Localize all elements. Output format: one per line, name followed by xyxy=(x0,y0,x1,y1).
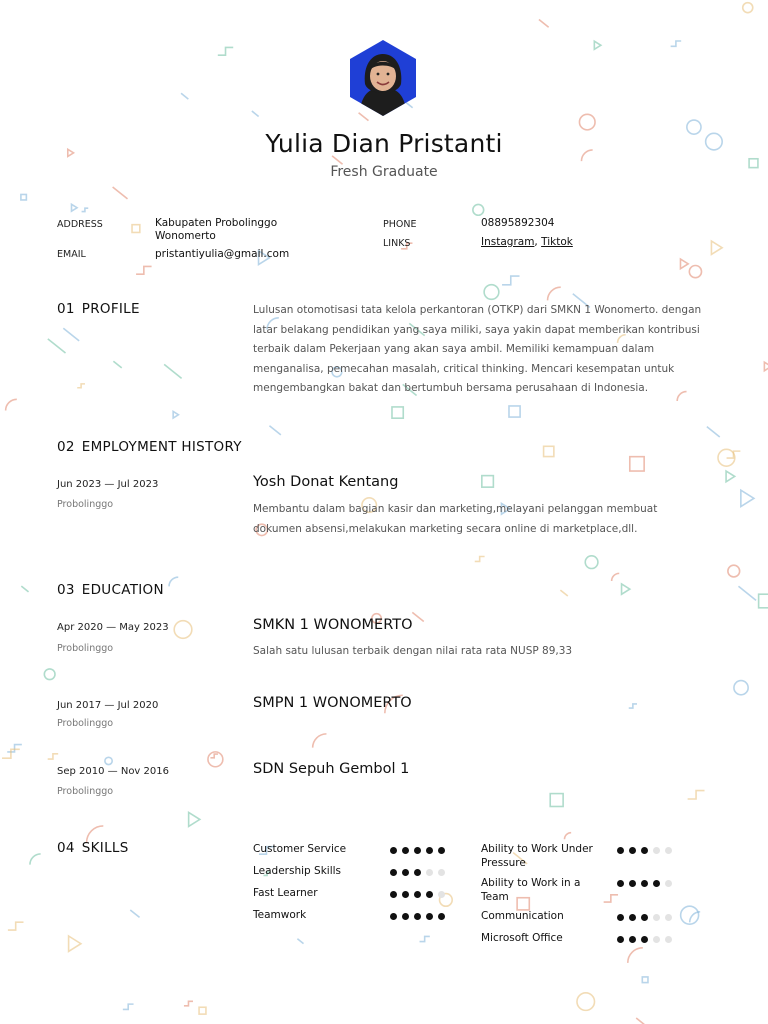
rating-dot-filled xyxy=(617,914,624,921)
address-line-1: Kabupaten Probolinggo xyxy=(155,217,278,229)
rating-dot-filled xyxy=(617,880,624,887)
rating-dot-filled xyxy=(629,880,636,887)
employment-dates: Jun 2023 — Jul 2023 xyxy=(57,479,159,490)
rating-dot-filled xyxy=(390,913,397,920)
rating-dot-filled xyxy=(426,847,433,854)
links-label: LINKS xyxy=(383,238,411,249)
employment-heading xyxy=(57,439,242,455)
email-label: EMAIL xyxy=(57,249,86,260)
person-name: Yulia Dian Pristanti xyxy=(265,129,503,158)
rating-dot-empty xyxy=(426,869,433,876)
education-number: 03 xyxy=(57,582,75,598)
tiktok-link[interactable]: Tiktok xyxy=(541,236,573,248)
employment-company: Yosh Donat Kentang xyxy=(253,474,399,490)
profile-heading xyxy=(57,301,140,317)
address-line-2: Wonomerto xyxy=(155,230,216,242)
skill-name: Ability to Work in a Team xyxy=(481,877,581,903)
rating-dot-filled xyxy=(653,880,660,887)
education-heading xyxy=(57,582,164,598)
rating-dot-filled xyxy=(629,936,636,943)
skill-name: Communication xyxy=(481,910,564,922)
rating-dot-filled xyxy=(402,913,409,920)
rating-dot-empty xyxy=(653,847,660,854)
education-city: Probolinggo xyxy=(57,643,114,654)
skill-rating xyxy=(390,913,445,920)
skills-heading xyxy=(57,840,129,856)
skill-rating xyxy=(390,847,445,854)
links-separator: , xyxy=(534,236,538,248)
rating-dot-filled xyxy=(617,847,624,854)
education-dates: Jun 2017 — Jul 2020 xyxy=(57,700,159,711)
skill-rating xyxy=(617,936,672,943)
rating-dot-filled xyxy=(402,847,409,854)
skill-rating xyxy=(617,914,672,921)
skill-name: Fast Learner xyxy=(253,887,318,899)
skill-name: Microsoft Office xyxy=(481,932,563,944)
rating-dot-filled xyxy=(629,847,636,854)
rating-dot-empty xyxy=(665,880,672,887)
email-value: pristantiyulia@gmail.com xyxy=(155,248,290,260)
employment-title: EMPLOYMENT HISTORY xyxy=(81,439,242,455)
rating-dot-filled xyxy=(414,847,421,854)
skill-rating xyxy=(390,891,445,898)
rating-dot-filled xyxy=(641,936,648,943)
skills-number: 04 xyxy=(57,840,75,856)
rating-dot-filled xyxy=(414,891,421,898)
rating-dot-filled xyxy=(390,847,397,854)
rating-dot-filled xyxy=(402,891,409,898)
instagram-link[interactable]: Instagram xyxy=(481,236,535,248)
rating-dot-empty xyxy=(665,936,672,943)
skill-name: Ability to Work Under Pressure xyxy=(481,843,593,869)
address-label: ADDRESS xyxy=(57,219,103,230)
skill-rating xyxy=(617,847,672,854)
education-school: SMKN 1 WONOMERTO xyxy=(253,617,413,633)
skill-name: Customer Service xyxy=(253,843,347,855)
rating-dot-filled xyxy=(414,869,421,876)
education-title: EDUCATION xyxy=(81,582,164,598)
address-value xyxy=(155,217,277,243)
employment-description: Membantu dalam bagian kasir dan marketing,melayani pelanggan membuat dokumen absensi,melakukan marketing secara online di marketplace,dll. xyxy=(253,503,658,535)
rating-dot-filled xyxy=(426,913,433,920)
rating-dot-filled xyxy=(438,847,445,854)
phone-value: 08895892304 xyxy=(481,217,555,229)
rating-dot-filled xyxy=(390,869,397,876)
rating-dot-filled xyxy=(617,936,624,943)
skill-name: Leadership Skills xyxy=(253,865,342,877)
skill-rating xyxy=(617,880,672,887)
rating-dot-empty xyxy=(653,914,660,921)
rating-dot-empty xyxy=(438,869,445,876)
rating-dot-filled xyxy=(629,914,636,921)
links-value xyxy=(481,236,573,249)
rating-dot-empty xyxy=(665,847,672,854)
rating-dot-empty xyxy=(653,936,660,943)
profile-title: PROFILE xyxy=(81,301,140,317)
rating-dot-filled xyxy=(641,914,648,921)
rating-dot-filled xyxy=(414,913,421,920)
education-description: Salah satu lulusan terbaik dengan nilai rata rata NUSP 89,33 xyxy=(253,645,573,657)
employment-number: 02 xyxy=(57,439,75,455)
rating-dot-filled xyxy=(402,869,409,876)
rating-dot-filled xyxy=(390,891,397,898)
education-dates: Sep 2010 — Nov 2016 xyxy=(57,766,169,777)
rating-dot-empty xyxy=(438,891,445,898)
phone-label: PHONE xyxy=(383,219,417,230)
rating-dot-filled xyxy=(426,891,433,898)
avatar xyxy=(345,40,421,116)
education-city: Probolinggo xyxy=(57,718,114,729)
rating-dot-filled xyxy=(641,847,648,854)
education-dates: Apr 2020 — May 2023 xyxy=(57,622,169,633)
rating-dot-empty xyxy=(665,914,672,921)
education-school: SMPN 1 WONOMERTO xyxy=(253,695,412,711)
skill-name: Teamwork xyxy=(253,909,307,921)
job-title: Fresh Graduate xyxy=(330,164,438,180)
skill-rating xyxy=(390,869,445,876)
skills-title: SKILLS xyxy=(81,840,129,856)
profile-number: 01 xyxy=(57,301,75,317)
rating-dot-filled xyxy=(438,913,445,920)
rating-dot-filled xyxy=(641,880,648,887)
education-city: Probolinggo xyxy=(57,786,114,797)
education-school: SDN Sepuh Gembol 1 xyxy=(253,761,410,777)
employment-city: Probolinggo xyxy=(57,499,114,510)
profile-text: Lulusan otomotisasi tata kelola perkantoran (OTKP) dari SMKN 1 Wonomerto. dengan latar belakang pendidikan yang saya miliki, saya yakin dapat memberikan kontribusi terbaik dalam Pekerjaan yang akan saya ambil. Memiliki kemampuan dalam menganalisa, pemecahan masalah, critical thinking. Mencari kesempatan untuk mengembangkan bakat dan bertumbuh bersama perusahaan di Indonesia. xyxy=(253,304,702,394)
